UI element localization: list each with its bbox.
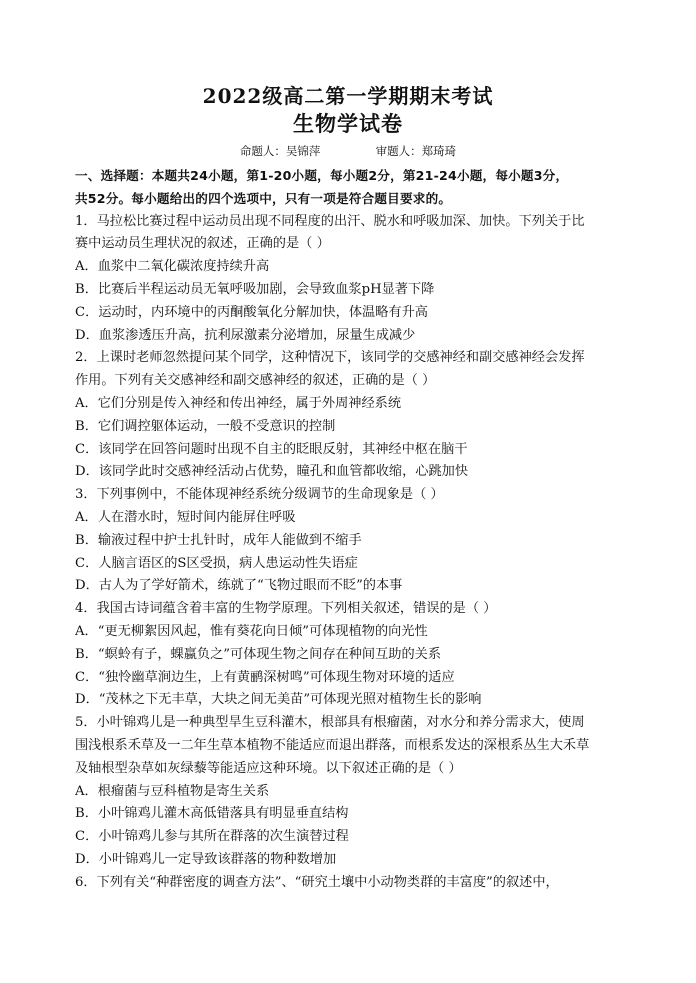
question-2 [75, 347, 623, 484]
question-text: 3．下列事例中，不能体现神经系统分级调节的生命现象是（ ） [75, 487, 444, 503]
option-d: D．血浆渗透压升高，抗利尿激素分泌增加，尿量生成减少 [75, 327, 416, 343]
exam-title: 2022级高二第一学期期末考试 [202, 84, 494, 108]
option-b: B．它们调控躯体运动，一般不受意识的控制 [75, 418, 336, 434]
option-b: B．小叶锦鸡儿灌木高低错落具有明显垂直结构 [75, 806, 349, 822]
author-line [0, 143, 696, 159]
option-c: C．“独怜幽草涧边生，上有黄鹂深树鸣”可体现生物对环境的适应 [75, 669, 455, 685]
question-text: 赛中运动员生理状况的叙述，正确的是（ ） [75, 236, 330, 252]
section-heading-line-1: 一、选择题：本题共24小题，第1-20小题，每小题2分，第21-24小题，每小题3分， [75, 168, 569, 183]
question-3 [75, 484, 623, 598]
option-b: B．输液过程中护士扎针时，成年人能做到不缩手 [75, 532, 362, 548]
section-heading-line-2: 共52分。每小题给出的四个选项中，只有一项是符合题目要求的。 [75, 190, 452, 206]
exam-body [75, 165, 623, 895]
question-4 [75, 598, 623, 712]
option-a: A．人在潜水时，短时间内能屏住呼吸 [75, 509, 296, 525]
question-text: 6．下列有关“种群密度的调查方法”、“研究土壤中小动物类群的丰富度”的叙述中， [75, 874, 559, 890]
question-text: 2．上课时老师忽然提问某个同学，这种情况下，该同学的交感神经和副交感神经会发挥 [75, 350, 585, 366]
option-c: C．该同学在回答问题时出现不自主的眨眼反射，其神经中枢在脑干 [75, 441, 468, 457]
option-b: B．比赛后半程运动员无氧呼吸加剧，会导致血浆pH显著下降 [75, 281, 435, 297]
reviewer-name: 审题人：郑琦琦 [375, 144, 457, 158]
question-text: 1．马拉松比赛过程中运动员出现不同程度的出汗、脱水和呼吸加深、加快。下列关于比 [75, 213, 585, 229]
question-text: 及轴根型杂草如灰绿藜等能适应这种环境。以下叙述正确的是（ ） [75, 760, 462, 776]
question-1 [75, 211, 623, 348]
author-name: 命题人：吴锦萍 [239, 144, 321, 158]
option-d: D．古人为了学好箭术，练就了“飞物过眼而不眨”的本事 [75, 578, 403, 594]
option-d: D．该同学此时交感神经活动占优势，瞳孔和血管都收缩，心跳加快 [75, 464, 469, 480]
question-text: 作用。下列有关交感神经和副交感神经的叙述，正确的是（ ） [75, 373, 436, 389]
option-c: C．运动时，内环境中的丙酮酸氧化分解加快，体温略有升高 [75, 304, 428, 320]
option-a: A．根瘤菌与豆科植物是寄生关系 [75, 783, 270, 799]
option-a: A．“更无柳絮因风起，惟有葵花向日倾”可体现植物的向光性 [75, 623, 428, 639]
question-6 [75, 872, 623, 895]
question-text: 围浅根系禾草及一二年生草本植物不能适应而退出群落，而根系发达的深根系丛生大禾草 [75, 737, 590, 753]
option-c: C．人脑言语区的S区受损，病人患运动性失语症 [75, 555, 358, 571]
option-a: A．血浆中二氧化碳浓度持续升高 [75, 259, 270, 275]
option-d: D．“茂林之下无丰草，大块之间无美苗”可体现光照对植物生长的影响 [75, 692, 482, 708]
option-c: C．小叶锦鸡儿参与其所在群落的次生演替过程 [75, 829, 349, 845]
question-text: 5．小叶锦鸡儿是一种典型旱生豆科灌木，根部具有根瘤菌，对水分和养分需求大，使周 [75, 715, 585, 731]
option-b: B．“螟蛉有子，蜾蠃负之”可体现生物之间存在种间互助的关系 [75, 646, 442, 662]
option-a: A．它们分别是传入神经和传出神经，属于外周神经系统 [75, 395, 402, 411]
option-d: D．小叶锦鸡儿一定导致该群落的物种数增加 [75, 851, 337, 867]
question-text: 4．我国古诗词蕴含着丰富的生物学原理。下列相关叙述，错误的是（ ） [75, 601, 497, 617]
exam-subtitle: 生物学试卷 [293, 111, 403, 136]
question-5 [75, 712, 623, 872]
